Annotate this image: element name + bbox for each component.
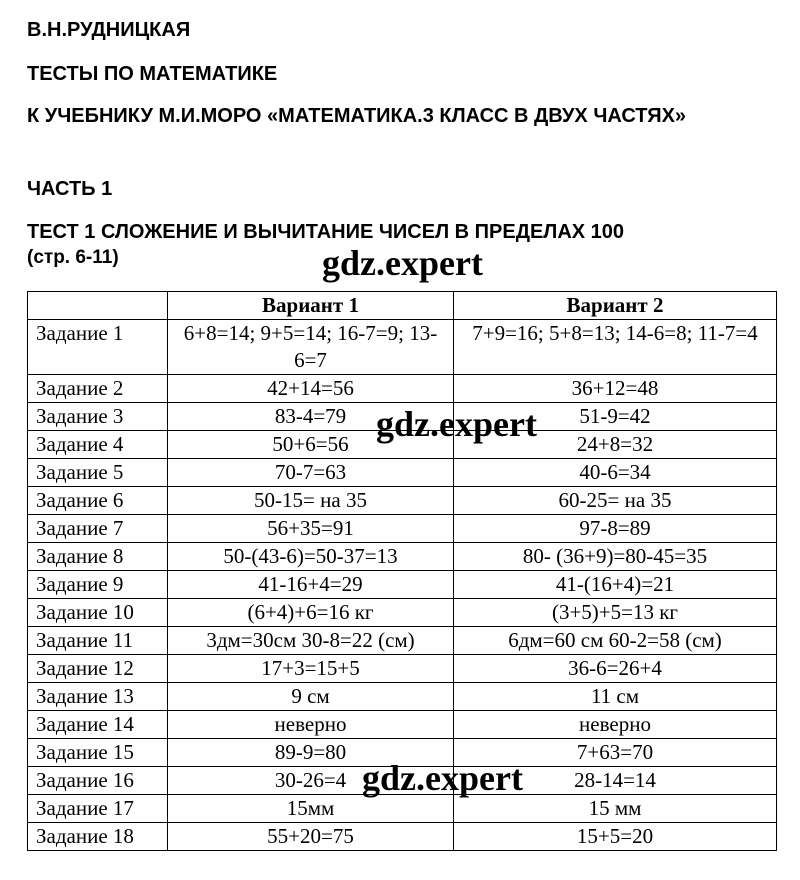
task-label: Задание 1 xyxy=(28,320,168,375)
variant-1-answer: 42+14=56 xyxy=(168,375,454,403)
variant-1-answer: 56+35=91 xyxy=(168,515,454,543)
variant-2-answer: 11 см xyxy=(454,683,777,711)
variant-2-answer: 80- (36+9)=80-45=35 xyxy=(454,543,777,571)
variant-1-answer: 9 см xyxy=(168,683,454,711)
table-row xyxy=(28,599,777,627)
variant-1-answer: 3дм=30см 30-8=22 (см) xyxy=(168,627,454,655)
table-row xyxy=(28,823,777,851)
column-header-variant-1: Вариант 1 xyxy=(168,292,454,320)
task-label: Задание 2 xyxy=(28,375,168,403)
table-row xyxy=(28,459,777,487)
column-header-task xyxy=(28,292,168,320)
task-label: Задание 11 xyxy=(28,627,168,655)
variant-1-answer: 83-4=79 xyxy=(168,403,454,431)
table-header-row xyxy=(28,292,777,320)
table-row xyxy=(28,655,777,683)
variant-2-answer: 97-8=89 xyxy=(454,515,777,543)
variant-2-answer: 41-(16+4)=21 xyxy=(454,571,777,599)
variant-1-answer: 55+20=75 xyxy=(168,823,454,851)
table-row xyxy=(28,683,777,711)
table-row xyxy=(28,627,777,655)
column-header-variant-2: Вариант 2 xyxy=(454,292,777,320)
table-row xyxy=(28,571,777,599)
document-title: ТЕСТЫ ПО МАТЕМАТИКЕ xyxy=(27,63,278,85)
variant-1-answer: 6+8=14; 9+5=14; 16-7=9; 13-6=7 xyxy=(168,320,454,375)
watermark: gdz.expert xyxy=(362,758,523,798)
table-row xyxy=(28,320,777,375)
task-label: Задание 4 xyxy=(28,431,168,459)
task-label: Задание 7 xyxy=(28,515,168,543)
variant-2-answer: 24+8=32 xyxy=(454,431,777,459)
variant-2-answer: 15 мм xyxy=(454,795,777,823)
task-label: Задание 10 xyxy=(28,599,168,627)
variant-2-answer: 51-9=42 xyxy=(454,403,777,431)
variant-2-answer: 36-6=26+4 xyxy=(454,655,777,683)
variant-2-answer: 15+5=20 xyxy=(454,823,777,851)
table-row xyxy=(28,543,777,571)
table-row xyxy=(28,711,777,739)
test-heading: ТЕСТ 1 СЛОЖЕНИЕ И ВЫЧИТАНИЕ ЧИСЕЛ В ПРЕДЕЛАХ 100 xyxy=(27,221,625,243)
textbook-heading: К УЧЕБНИКУ М.И.МОРО «МАТЕМАТИКА.3 КЛАСС В ДВУХ ЧАСТЯХ» xyxy=(27,105,687,127)
variant-1-answer: неверно xyxy=(168,711,454,739)
table-row xyxy=(28,487,777,515)
variant-1-answer: 30-26=4 xyxy=(168,767,454,795)
task-label: Задание 8 xyxy=(28,543,168,571)
variant-2-answer: 40-6=34 xyxy=(454,459,777,487)
variant-2-answer: 60-25= на 35 xyxy=(454,487,777,515)
task-label: Задание 6 xyxy=(28,487,168,515)
task-label: Задание 12 xyxy=(28,655,168,683)
table-row xyxy=(28,795,777,823)
task-label: Задание 9 xyxy=(28,571,168,599)
variant-1-answer: 15мм xyxy=(168,795,454,823)
task-label: Задание 3 xyxy=(28,403,168,431)
variant-2-answer: 7+9=16; 5+8=13; 14-6=8; 11-7=4 xyxy=(454,320,777,375)
task-label: Задание 13 xyxy=(28,683,168,711)
task-label: Задание 18 xyxy=(28,823,168,851)
table-row xyxy=(28,375,777,403)
variant-2-answer: 28-14=14 xyxy=(454,767,777,795)
variant-1-answer: 17+3=15+5 xyxy=(168,655,454,683)
variant-1-answer: (6+4)+6=16 кг xyxy=(168,599,454,627)
variant-2-answer: 6дм=60 см 60-2=58 (см) xyxy=(454,627,777,655)
variant-2-answer: 7+63=70 xyxy=(454,739,777,767)
task-label: Задание 16 xyxy=(28,767,168,795)
task-label: Задание 17 xyxy=(28,795,168,823)
author-heading: В.Н.РУДНИЦКАЯ xyxy=(27,19,191,41)
task-label: Задание 15 xyxy=(28,739,168,767)
variant-2-answer: неверно xyxy=(454,711,777,739)
variant-1-answer: 89-9=80 xyxy=(168,739,454,767)
variant-2-answer: 36+12=48 xyxy=(454,375,777,403)
part-heading: ЧАСТЬ 1 xyxy=(27,178,113,200)
variant-1-answer: 50-(43-6)=50-37=13 xyxy=(168,543,454,571)
variant-1-answer: 41-16+4=29 xyxy=(168,571,454,599)
watermark: gdz.expert xyxy=(322,243,483,283)
variant-2-answer: (3+5)+5=13 кг xyxy=(454,599,777,627)
variant-1-answer: 70-7=63 xyxy=(168,459,454,487)
task-label: Задание 5 xyxy=(28,459,168,487)
table-row xyxy=(28,515,777,543)
watermark: gdz.expert xyxy=(376,404,537,444)
task-label: Задание 14 xyxy=(28,711,168,739)
variant-1-answer: 50-15= на 35 xyxy=(168,487,454,515)
pages-reference: (стр. 6-11) xyxy=(27,247,119,268)
variant-1-answer: 50+6=56 xyxy=(168,431,454,459)
